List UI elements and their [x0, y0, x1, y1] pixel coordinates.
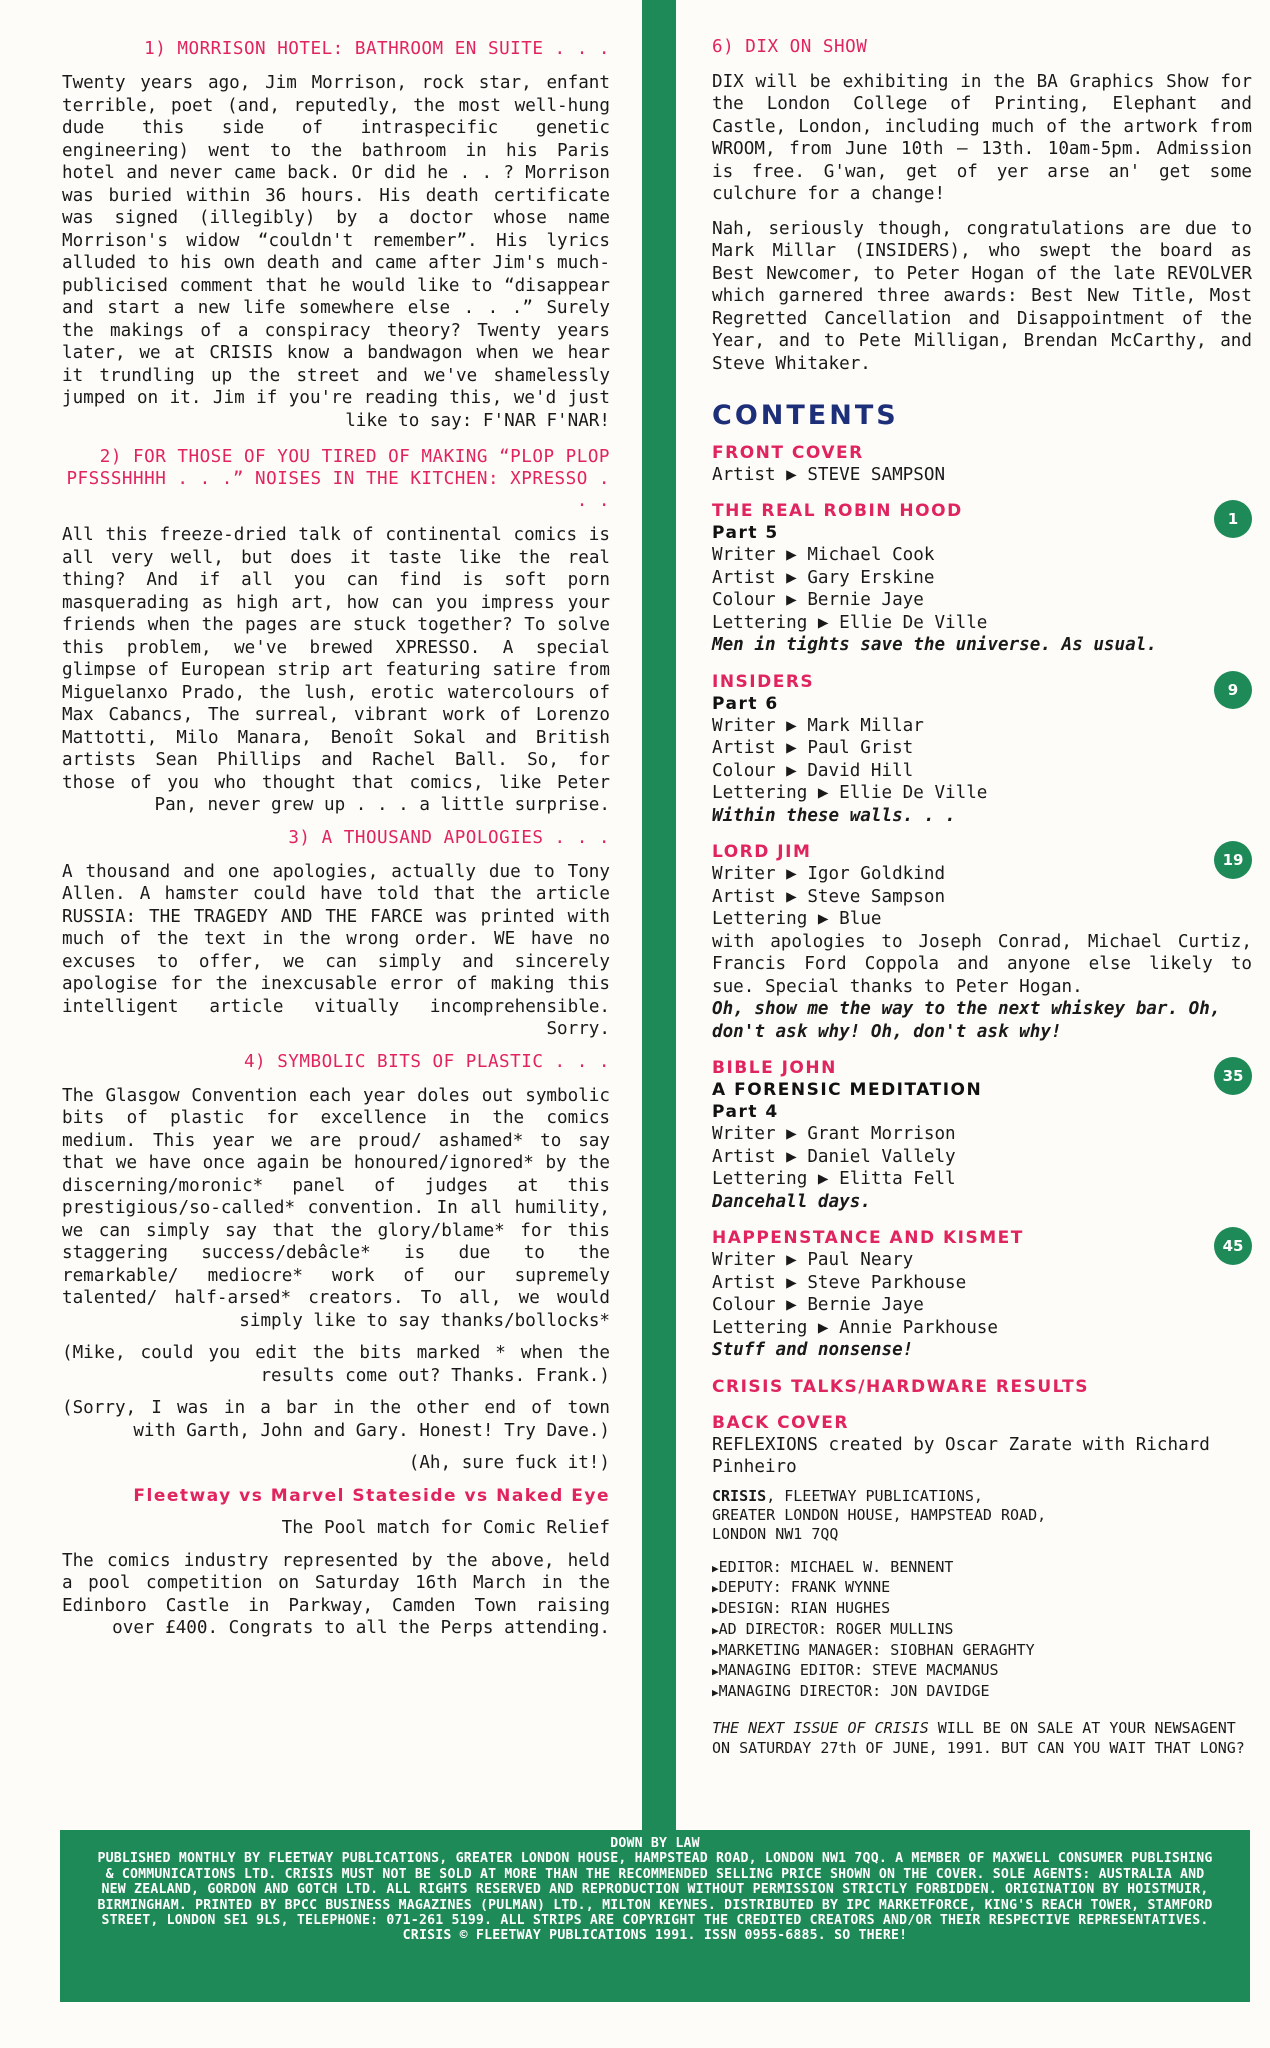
story-tagline: Within these walls. . .: [712, 805, 956, 826]
address-line: LONDON NW1 7QQ: [712, 1524, 839, 1543]
story-tagline: Oh, show me the way to the next whiskey bar. Oh, don't ask why! Oh, don't ask why!: [712, 999, 1221, 1042]
page-number-badge: 45: [1214, 1227, 1252, 1265]
page-number-badge: 35: [1214, 1057, 1252, 1095]
crisis-talks-title: CRISIS TALKS/HARDWARE RESULTS: [712, 1376, 1089, 1397]
credit-line: Artist ▶ Paul Grist: [712, 738, 914, 758]
contents-lord-jim: [712, 841, 1252, 1043]
back-cover-text: REFLEXIONS created by Oscar Zarate with Richard Pinheiro: [712, 1434, 1210, 1477]
contents-title: CONTENTS: [712, 400, 899, 431]
next-issue-rest: WILL BE ON SALE AT YOUR NEWSAGENT ON SATURDAY 27th OF JUNE, 1991. BUT CAN YOU WAIT THAT LONG?: [712, 1719, 1245, 1757]
staff-item: ▶ DEPUTY: FRANK WYNNE: [712, 1578, 1252, 1599]
contents-insiders: [712, 671, 1252, 828]
robin-hood-part: Part 5: [712, 523, 779, 543]
lord-jim-note: with apologies to Joseph Conrad, Michael Curtiz, Francis Ford Coppola and anyone else likely to sue. Special thanks to Peter Hogan.: [712, 931, 1252, 997]
bible-john-title: BIBLE JOHN: [712, 1058, 837, 1078]
credit-line: Artist ▶ Steve Parkhouse: [712, 1272, 967, 1293]
credit-line: Writer ▶ Igor Goldkind: [712, 864, 946, 884]
credit-line: Lettering ▶ Elitta Fell: [712, 1169, 956, 1189]
staff-item: ▶ MARKETING MANAGER: SIOBHAN GERAGHTY: [712, 1641, 1252, 1662]
address-line: GREATER LONDON HOUSE, HAMPSTEAD ROAD,: [712, 1505, 1047, 1524]
section-5-body: The comics industry represented by the above, held a pool competition on Saturday 16th March in the Edinboro Castle in Parkway, Camden Town raising over £400. Congrats to all the Perps attending.: [62, 1550, 610, 1638]
credit-line: Lettering ▶ Annie Parkhouse: [712, 1317, 998, 1338]
footer-text: PUBLISHED MONTHLY BY FLEETWAY PUBLICATIONS, GREATER LONDON HOUSE, HAMPSTEAD ROAD, LONDON NW1 7QQ. A MEMBER OF MAXWELL CONSUMER PUBLISHING & COMMUNICATIONS LTD. CRISIS MUST NOT BE SOLD AT MORE THAN THE RECOMMENDED SELLING PRICE SHOWN ON THE COVER. SOLE AGENTS: AUSTRALIA AND NEW ZEALAND, GORDON AND GOTCH LTD. ALL RIGHTS RESERVED AND REPRODUCTION WITHOUT PERMISSION STRICTLY FORBIDDEN. ORIGINATION BY HOISTMUIR, BIRMINGHAM. PRINTED BY BPCC BUSINESS MAGAZINES (PULMAN) LTD., MILTON KEYNES. DISTRIBUTED BY IPC MARKETFORCE, KING'S REACH TOWER, STAMFORD STREET, LONDON SE1 9LS, TELEPHONE: 071-261 5199. ALL STRIPS ARE COPYRIGHT THE CREDITED CREATORS AND/OR THEIR RESPECTIVE REPRESENTATIVES. CRISIS © FLEETWAY PUBLICATIONS 1991. ISSN 0955-6885. SO THERE!: [97, 1851, 1213, 1944]
contents-back-cover: [712, 1412, 1252, 1479]
next-issue-notice: [712, 1719, 1252, 1759]
contents-robin-hood: [712, 500, 1252, 657]
page-number-badge: 19: [1214, 841, 1252, 879]
credit-line: Colour ▶ David Hill: [712, 760, 914, 781]
contents-bible-john: [712, 1057, 1252, 1213]
section-1-title: 1) MORRISON HOTEL: BATHROOM EN SUITE . . .: [144, 39, 610, 59]
bible-john-subtitle: A FORENSIC MEDITATION: [712, 1080, 983, 1100]
credit-line: Lettering ▶ Ellie De Ville: [712, 612, 988, 633]
staff-item: ▶ AD DIRECTOR: ROGER MULLINS: [712, 1620, 1252, 1641]
insiders-title: INSIDERS: [712, 671, 815, 692]
section-4-title: 4) SYMBOLIC BITS OF PLASTIC . . .: [243, 1051, 610, 1072]
staff-item: ▶ MANAGING EDITOR: STEVE MACMANUS: [712, 1661, 1252, 1682]
contents-crisis-talks: [712, 1376, 1252, 1398]
section-5-subtitle: The Pool match for Comic Relief: [281, 1518, 610, 1538]
credit-line: Artist ▶ Daniel Vallely: [712, 1146, 956, 1167]
right-column: [712, 36, 1252, 1759]
green-divider-bar: [642, 0, 676, 1830]
front-cover-artist: Artist ▶ STEVE SAMPSON: [712, 464, 946, 485]
staff-list: [712, 1558, 1252, 1704]
contents-front-cover: [712, 442, 1252, 487]
credit-line: Colour ▶ Bernie Jaye: [712, 590, 924, 610]
section-6-title: 6) DIX ON SHOW: [712, 37, 868, 57]
staff-item: ▶ EDITOR: MICHAEL W. BENNENT: [712, 1558, 1252, 1579]
credit-line: Lettering ▶ Ellie De Ville: [712, 783, 988, 803]
left-column: [62, 38, 610, 1650]
credit-line: Writer ▶ Mark Millar: [712, 715, 924, 736]
address-line: , FLEETWAY PUBLICATIONS,: [766, 1486, 983, 1505]
credit-line: Writer ▶ Grant Morrison: [712, 1124, 956, 1144]
page-number-badge: 9: [1214, 671, 1252, 709]
staff-item: ▶ DESIGN: RIAN HUGHES: [712, 1599, 1252, 1620]
credit-line: Writer ▶ Michael Cook: [712, 545, 935, 565]
credit-line: Artist ▶ Gary Erskine: [712, 567, 935, 588]
bible-john-part: Part 4: [712, 1102, 779, 1122]
section-5-title: Fleetway vs Marvel Stateside vs Naked Eye: [133, 1485, 610, 1506]
footer-imprint: [60, 1830, 1250, 2002]
section-1-body: Twenty years ago, Jim Morrison, rock star, enfant terrible, poet (and, reputedly, the most well-hung dude this side of intraspecific genetic engineering) went to the bathroom in his Paris hotel and never came back. Or did he . . ? Morrison was buried within 36 hours. His death certificate was signed (illegibly) by a doctor whose name Morrison's widow “couldn't remember”. His lyrics alluded to his own death and came after Jim's much-publicised comment that he would like to “disappear and start a new life somewhere else . . .” Surely the makings of a conspiracy theory? Twenty years later, we at CRISIS know a bandwagon when we hear it trundling up the street and we've shamelessly jumped on it. Jim if you're reading this, we'd just like to say: F'NAR F'NAR!: [62, 73, 610, 431]
robin-hood-title: THE REAL ROBIN HOOD: [712, 501, 963, 521]
crisis-brand: CRISIS: [712, 1486, 767, 1505]
insiders-part: Part 6: [712, 693, 779, 714]
lord-jim-title: LORD JIM: [712, 842, 812, 862]
credit-line: Artist ▶ Steve Sampson: [712, 886, 946, 907]
section-4-note-1: (Mike, could you edit the bits marked * when the results come out? Thanks. Frank.): [62, 1343, 610, 1386]
back-cover-title: BACK COVER: [712, 1412, 850, 1433]
section-6-paragraph-1: DIX will be exhibiting in the BA Graphics Show for the London College of Printing, Elephant and Castle, London, including much of the artwork from WROOM, from June 10th — 13th. 10am-5pm. Admission is free. G'wan, get of yer arse an' get some culchure for a change!: [712, 71, 1252, 204]
credit-line: Writer ▶ Paul Neary: [712, 1250, 914, 1270]
credit-line: Lettering ▶ Blue: [712, 909, 882, 929]
story-tagline: Dancehall days.: [712, 1191, 871, 1212]
section-6-paragraph-2: Nah, seriously though, congratulations are due to Mark Millar (INSIDERS), who swept the board as Best Newcomer, to Peter Hogan of the late REVOLVER which garnered three awards: Best New Title, Most Regretted Cancellation and Disappointment of the Year, and to Pete Milligan, Brendan McCarthy, and Steve Whitaker.: [712, 218, 1252, 374]
story-tagline: Men in tights save the universe. As usual.: [712, 635, 1157, 655]
credit-line: Colour ▶ Bernie Jaye: [712, 1295, 924, 1315]
staff-item: ▶ MANAGING DIRECTOR: JON DAVIDGE: [712, 1682, 1252, 1703]
happenstance-title: HAPPENSTANCE AND KISMET: [712, 1228, 1024, 1248]
contents-happenstance: [712, 1227, 1252, 1362]
section-4-body: The Glasgow Convention each year doles out symbolic bits of plastic for excellence in the comics medium. This year we are proud/ ashamed* to say that we have once again be honoured/ignored* by the discerning/moronic* panel of judges at this prestigious/so-called* convention. In all humility, we can simply say that the glory/blame* for this staggering success/debâcle* is due to the remarkable/ mediocre* work of our supremely talented/ half-arsed* creators. To all, we would simply like to say thanks/bollocks*: [62, 1085, 610, 1331]
section-4-note-3: (Ah, sure fuck it!): [408, 1453, 610, 1473]
footer-title: DOWN BY LAW: [610, 1836, 700, 1851]
next-issue-lead: THE NEXT ISSUE OF CRISIS: [712, 1719, 929, 1738]
section-2-title: 2) FOR THOSE OF YOU TIRED OF MAKING “PLOP PLOP PFSSSHHHH . . .” NOISES IN THE KITCHEN: XPRESSO . . .: [66, 447, 610, 511]
story-tagline: Stuff and nonsense!: [712, 1340, 914, 1360]
section-4-note-2: (Sorry, I was in a bar in the other end of town with Garth, John and Gary. Honest! Try Dave.): [62, 1398, 610, 1441]
section-2-body: All this freeze-dried talk of continental comics is all very well, but does it taste like the real thing? And if all you can find is soft porn masquerading as high art, how can you impress your friends when the pages are stuck together? To solve this problem, we've brewed XPRESSO. A special glimpse of European strip art featuring satire from Miguelanxo Prado, the lush, erotic watercolours of Max Cabancs, The surreal, vibrant work of Lorenzo Mattotti, Milo Manara, Benoît Sokal and British artists Sean Phillips and Rachel Ball. So, for those of you who thought that comics, like Peter Pan, never grew up . . . a little surprise.: [62, 525, 610, 815]
publisher-address: [712, 1487, 1252, 1544]
page-number-badge: 1: [1214, 500, 1252, 538]
section-3-title: 3) A THOUSAND APOLOGIES . . .: [288, 827, 610, 848]
front-cover-title: FRONT COVER: [712, 442, 864, 463]
section-3-body: A thousand and one apologies, actually due to Tony Allen. A hamster could have told that the article RUSSIA: THE TRAGEDY AND THE FARCE was printed with much of the text in the wrong order. WE have no excuses to offer, we can simply and sincerely apologise for the inexcusable error of making this intelligent article vitually incomprehensible. Sorry.: [62, 861, 610, 1039]
